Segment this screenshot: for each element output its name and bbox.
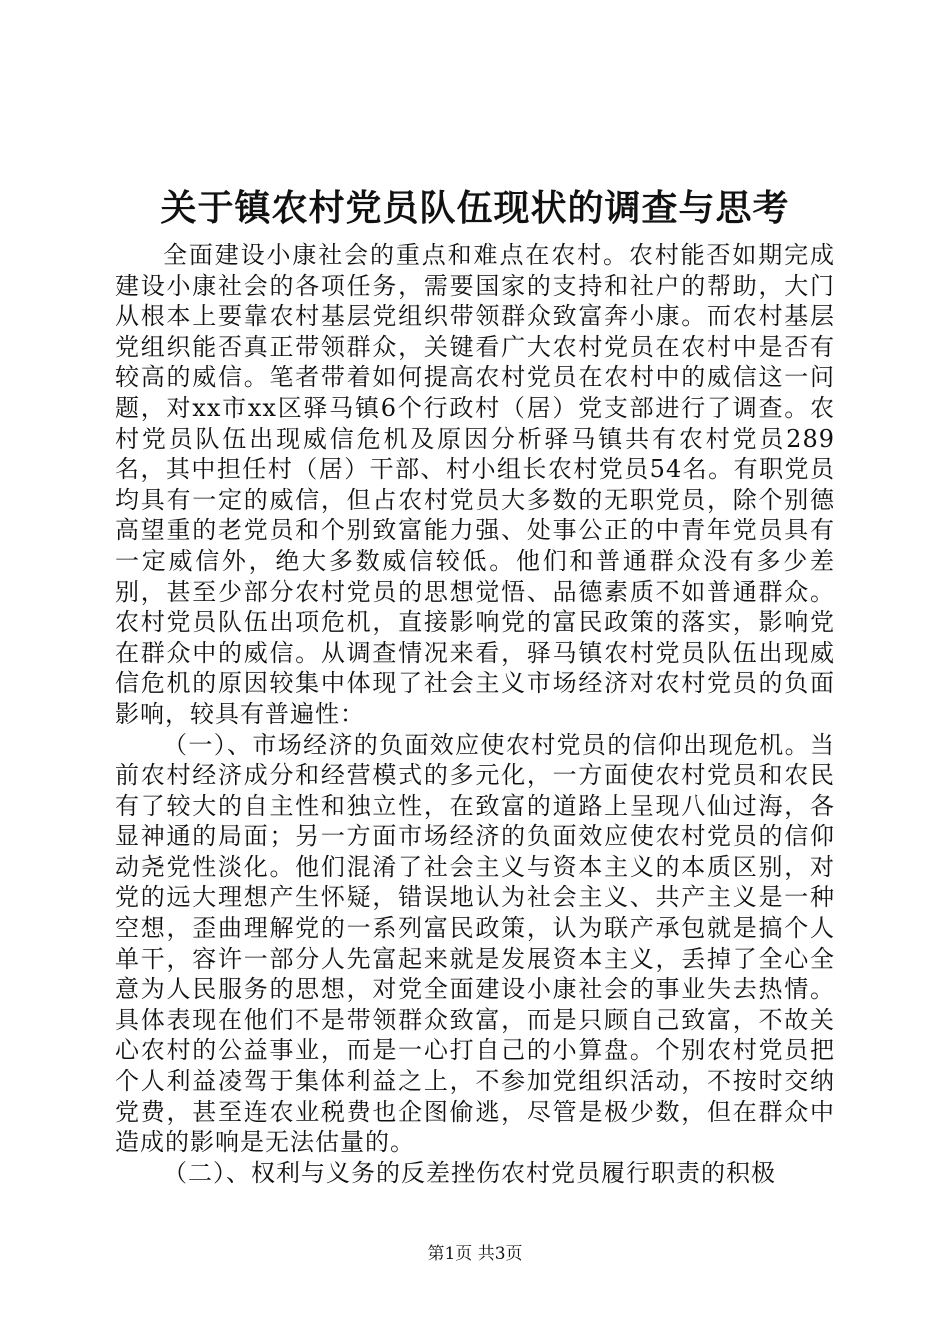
document-title: 关于镇农村党员队伍现状的调查与思考	[160, 187, 790, 229]
page-footer: 第1页 共3页	[427, 1244, 523, 1264]
paragraph-section-2: （二）、权利与义务的反差挫伤农村党员履行职责的积极	[163, 1158, 776, 1187]
document-body	[115, 240, 835, 1188]
paragraph-intro: 全面建设小康社会的重点和难点在农村。农村能否如期完成建设小康社会的各项任务，需要国家的支持和社户的帮助，大门从根本上要靠农村基层党组织带领群众致富奔小康。而农村基层党组织能否真正带领群众，关键看广大农村党员在农村中是否有较高的威信。笔者带着如何提高农村党员在农村中的威信这一问题，对xx市xx区驿马镇6个行政村（居）党支部进行了调查。农村党员队伍出现威信危机及原因分析驿马镇共有农村党员289名，其中担任村（居）干部、村小组长农村党员54名。有职党员均具有一定的威信，但占农村党员大多数的无职党员，除个别德高望重的老党员和个别致富能力强、处事公正的中青年党员具有一定威信外，绝大多数威信较低。他们和普通群众没有多少差别，甚至少部分农村党员的思想觉悟、品德素质不如普通群众。农村党员队伍出项危机，直接影响党的富民政策的落实，影响党在群众中的威信。从调查情况来看，驿马镇农村党员队伍出现威信危机的原因较集中体现了社会主义市场经济对农村党员的负面影响，较具有普遍性：	[115, 241, 835, 728]
paragraph-section-1: （一）、市场经济的负面效应使农村党员的信仰出现危机。当前农村经济成分和经营模式的多元化，一方面使农村党员和农民有了较大的自主性和独立性，在致富的道路上呈现八仙过海，各显神通的局面；另一方面市场经济的负面效应使农村党员的信仰动尧党性淡化。他们混淆了社会主义与资本主义的本质区别，对党的远大理想产生怀疑，错误地认为社会主义、共产主义是一种空想，歪曲理解党的一系列富民政策，认为联产承包就是搞个人单干，容许一部分人先富起来就是发展资本主义，丢掉了全心全意为人民服务的思想，对党全面建设小康社会的事业失去热情。具体表现在他们不是带领群众致富，而是只顾自己致富，不故关心农村的公益事业，而是一心打自己的小算盘。个别农村党员把个人利益凌驾于集体利益之上，不参加党组织活动，不按时交纳党费，甚至连农业税费也企图偷逃，尽管是极少数，但在群众中造成的影响是无法估量的。	[115, 730, 835, 1157]
